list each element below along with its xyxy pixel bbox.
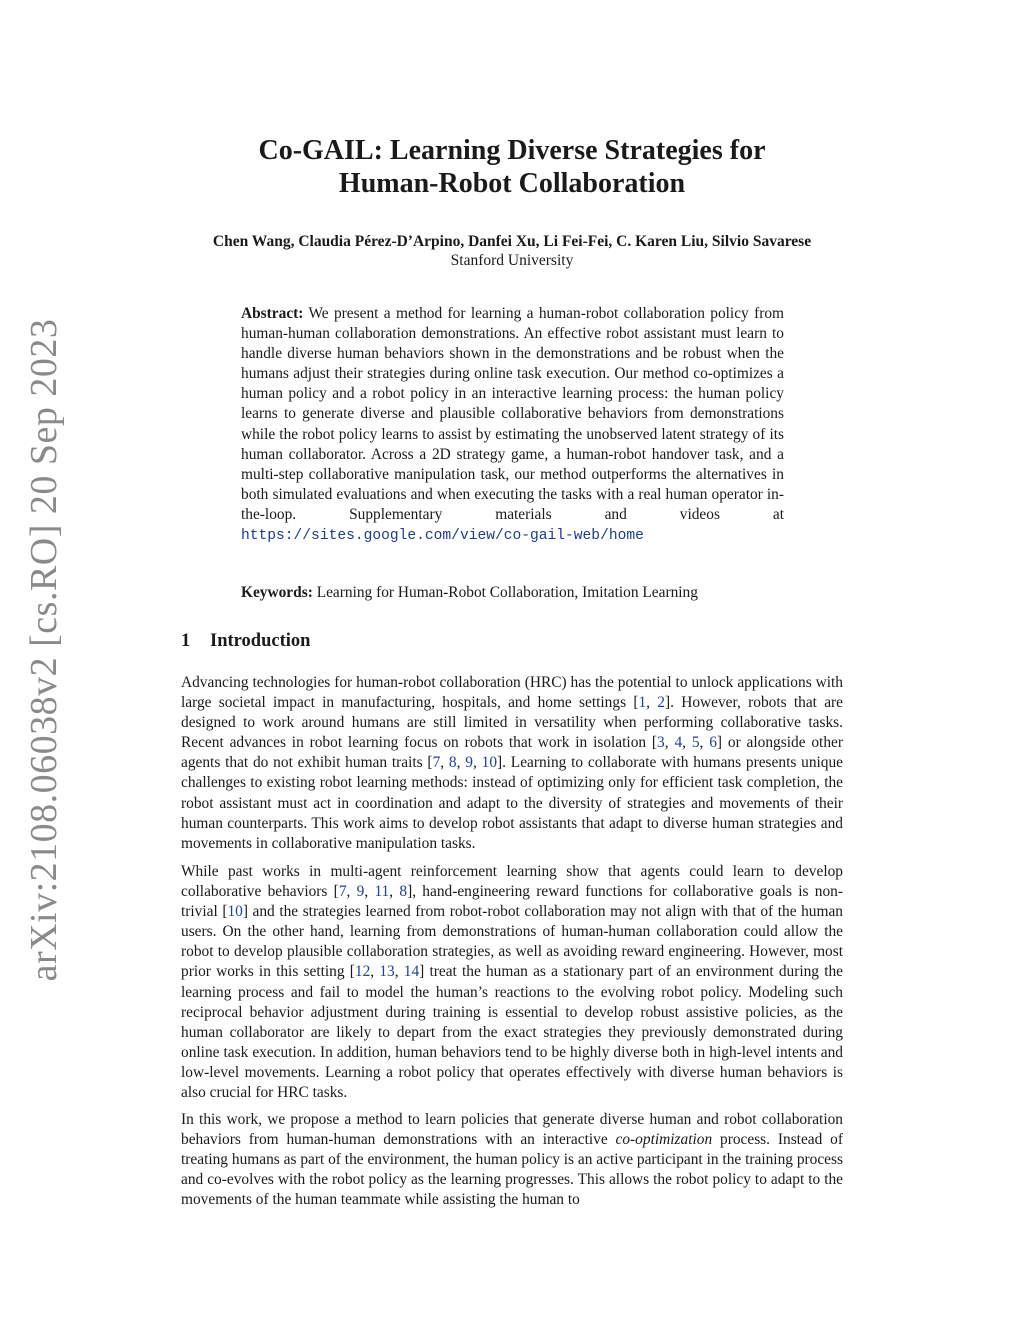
text-run: ] or alongside other agents that do not exhibit human traits [	[181, 734, 843, 772]
citation-link[interactable]: 3	[657, 734, 665, 752]
citation-link[interactable]: 1	[638, 694, 647, 712]
text-run: process. Instead of treating humans as part of the environment, the human policy is an active participant in the training process and co-evolves with the robot policy as the learning progresses. This allows the robot policy to adapt to the movements of the human teammate while assisting the human to	[181, 1131, 843, 1209]
citation-link[interactable]: 9	[356, 883, 365, 901]
citation-link[interactable]: 7	[338, 883, 347, 901]
section-heading-introduction	[181, 629, 310, 653]
arxiv-identifier-stamp: arXiv:2108.06038v2 [cs.RO] 20 Sep 2023	[23, 318, 65, 982]
text-run: ]. However, robots that are designed to work around humans are still limited in versatility when performing collaborative tasks. Recent advances in robot learning focus on robots that work in isolation [	[181, 694, 843, 752]
section-title: Introduction	[210, 631, 311, 651]
citation-link[interactable]: 12	[354, 963, 371, 981]
text-run: ,	[646, 694, 658, 712]
citation-link[interactable]: 13	[379, 963, 395, 981]
paper-title-line-1: Co-GAIL: Learning Diverse Strategies for	[258, 135, 766, 166]
emphasis-co-optimization: co-optimization	[615, 1131, 713, 1149]
citation-link[interactable]: 5	[691, 734, 700, 752]
text-run: ,	[346, 883, 357, 901]
citation-link[interactable]: 9	[465, 754, 473, 772]
keywords-text: Learning for Human-Robot Collaboration, Imitation Learning	[316, 584, 698, 601]
abstract-label: Abstract:	[241, 305, 304, 322]
citation-link[interactable]: 7	[432, 754, 441, 772]
text-run: ,	[699, 734, 710, 752]
affiliation: Stanford University	[450, 252, 574, 269]
intro-paragraph-2	[181, 862, 843, 1103]
text-run: ,	[472, 754, 482, 772]
citation-link[interactable]: 10	[481, 754, 498, 772]
keywords	[241, 583, 784, 603]
text-run: ,	[389, 883, 400, 901]
abstract	[241, 304, 784, 546]
citation-link[interactable]: 8	[448, 754, 457, 772]
text-run: ,	[364, 883, 375, 901]
text-run: In this work, we propose a method to learn policies that generate diverse human and robot collaboration behaviors from human-human demonstrations with an interactive	[181, 1111, 843, 1149]
text-run: ] treat the human as a stationary part of an environment during the learning process and fail to model the human’s reactions to the evolving robot policy. Modeling such reciprocal behavior adjustment during training is essential to develop robust assistive policies, as the human collaborator are likely to depart from the exact strategies they previously demonstrated during online task execution. In addition, human behaviors tend to be highly diverse both in high-level intents and low-level movements. Learning a robot policy that operates effectively with diverse human behaviors is also crucial for HRC tasks.	[181, 963, 843, 1102]
keywords-label: Keywords:	[241, 584, 313, 601]
text-run: ,	[682, 734, 692, 752]
text-run: While past works in multi-agent reinforcement learning show that agents could learn to develop collaborative behaviors [	[181, 863, 843, 901]
intro-paragraph-3	[181, 1110, 843, 1210]
text-run: ,	[456, 754, 466, 772]
citation-link[interactable]: 6	[709, 734, 717, 752]
citation-link[interactable]: 8	[399, 883, 408, 901]
section-number: 1	[181, 631, 191, 651]
text-run: ,	[664, 734, 675, 752]
author-list: Chen Wang, Claudia Pérez-D’Arpino, Danfei Xu, Li Fei-Fei, C. Karen Liu, Silvio Savarese	[212, 233, 812, 250]
paper-title-line-2: Human-Robot Collaboration	[338, 168, 686, 199]
citation-link[interactable]: 2	[657, 694, 665, 712]
citation-link[interactable]: 14	[403, 963, 420, 981]
text-run: Advancing technologies for human-robot collaboration (HRC) has the potential to unlock applications with large societal impact in manufacturing, hospitals, and home settings [	[181, 674, 843, 712]
supplementary-url-link[interactable]: https://sites.google.com/view/co-gail-web/home	[241, 528, 644, 545]
text-run: ,	[440, 754, 449, 772]
citation-link[interactable]: 10	[227, 903, 243, 921]
intro-paragraph-1	[181, 673, 843, 854]
citation-link[interactable]: 4	[674, 734, 683, 752]
citation-link[interactable]: 11	[374, 883, 390, 901]
text-run: ], hand-engineering reward functions for collaborative goals is non-trivial [	[181, 883, 843, 921]
text-run: ]. Learning to collaborate with humans presents unique challenges to existing robot learning methods: instead of optimizing only for efficient task completion, the robot assistant must act in coordination and adapt to the diversity of strategies and movements of their human counterparts. This work aims to develop robot assistants that adapt to diverse human strategies and movements in collaborative manipulation tasks.	[181, 754, 844, 852]
paper-title	[0, 134, 1024, 200]
abstract-text: We present a method for learning a human-robot collaboration policy from human-human collaboration demonstrations. An effective robot assistant must learn to handle diverse human behaviors shown in the demonstrations and be robust when the humans adjust their strategies during online task execution. Our method co-optimizes a human policy and a robot policy in an interactive learning process: the human policy learns to generate diverse and plausible collaborative behaviors from demonstrations while the robot policy learns to assist by estimating the unobserved latent strategy of its human collaborator. Across a 2D strategy game, a human-robot handover task, and a multi-step collaborative manipulation task, our method outperforms the alternatives in both simulated evaluations and when executing the tasks with a real human operator in-the-loop. Supplementary materials and videos at	[241, 305, 784, 523]
text-run: ,	[370, 963, 380, 981]
text-run: ,	[394, 963, 404, 981]
text-run: ] and the strategies learned from robot-robot collaboration may not align with that of the human users. On the other hand, learning from demonstrations of human-human collaboration could allow the robot to develop plausible collaboration strategies, as well as avoiding reward engineering. However, most prior works in this setting [	[181, 903, 843, 981]
